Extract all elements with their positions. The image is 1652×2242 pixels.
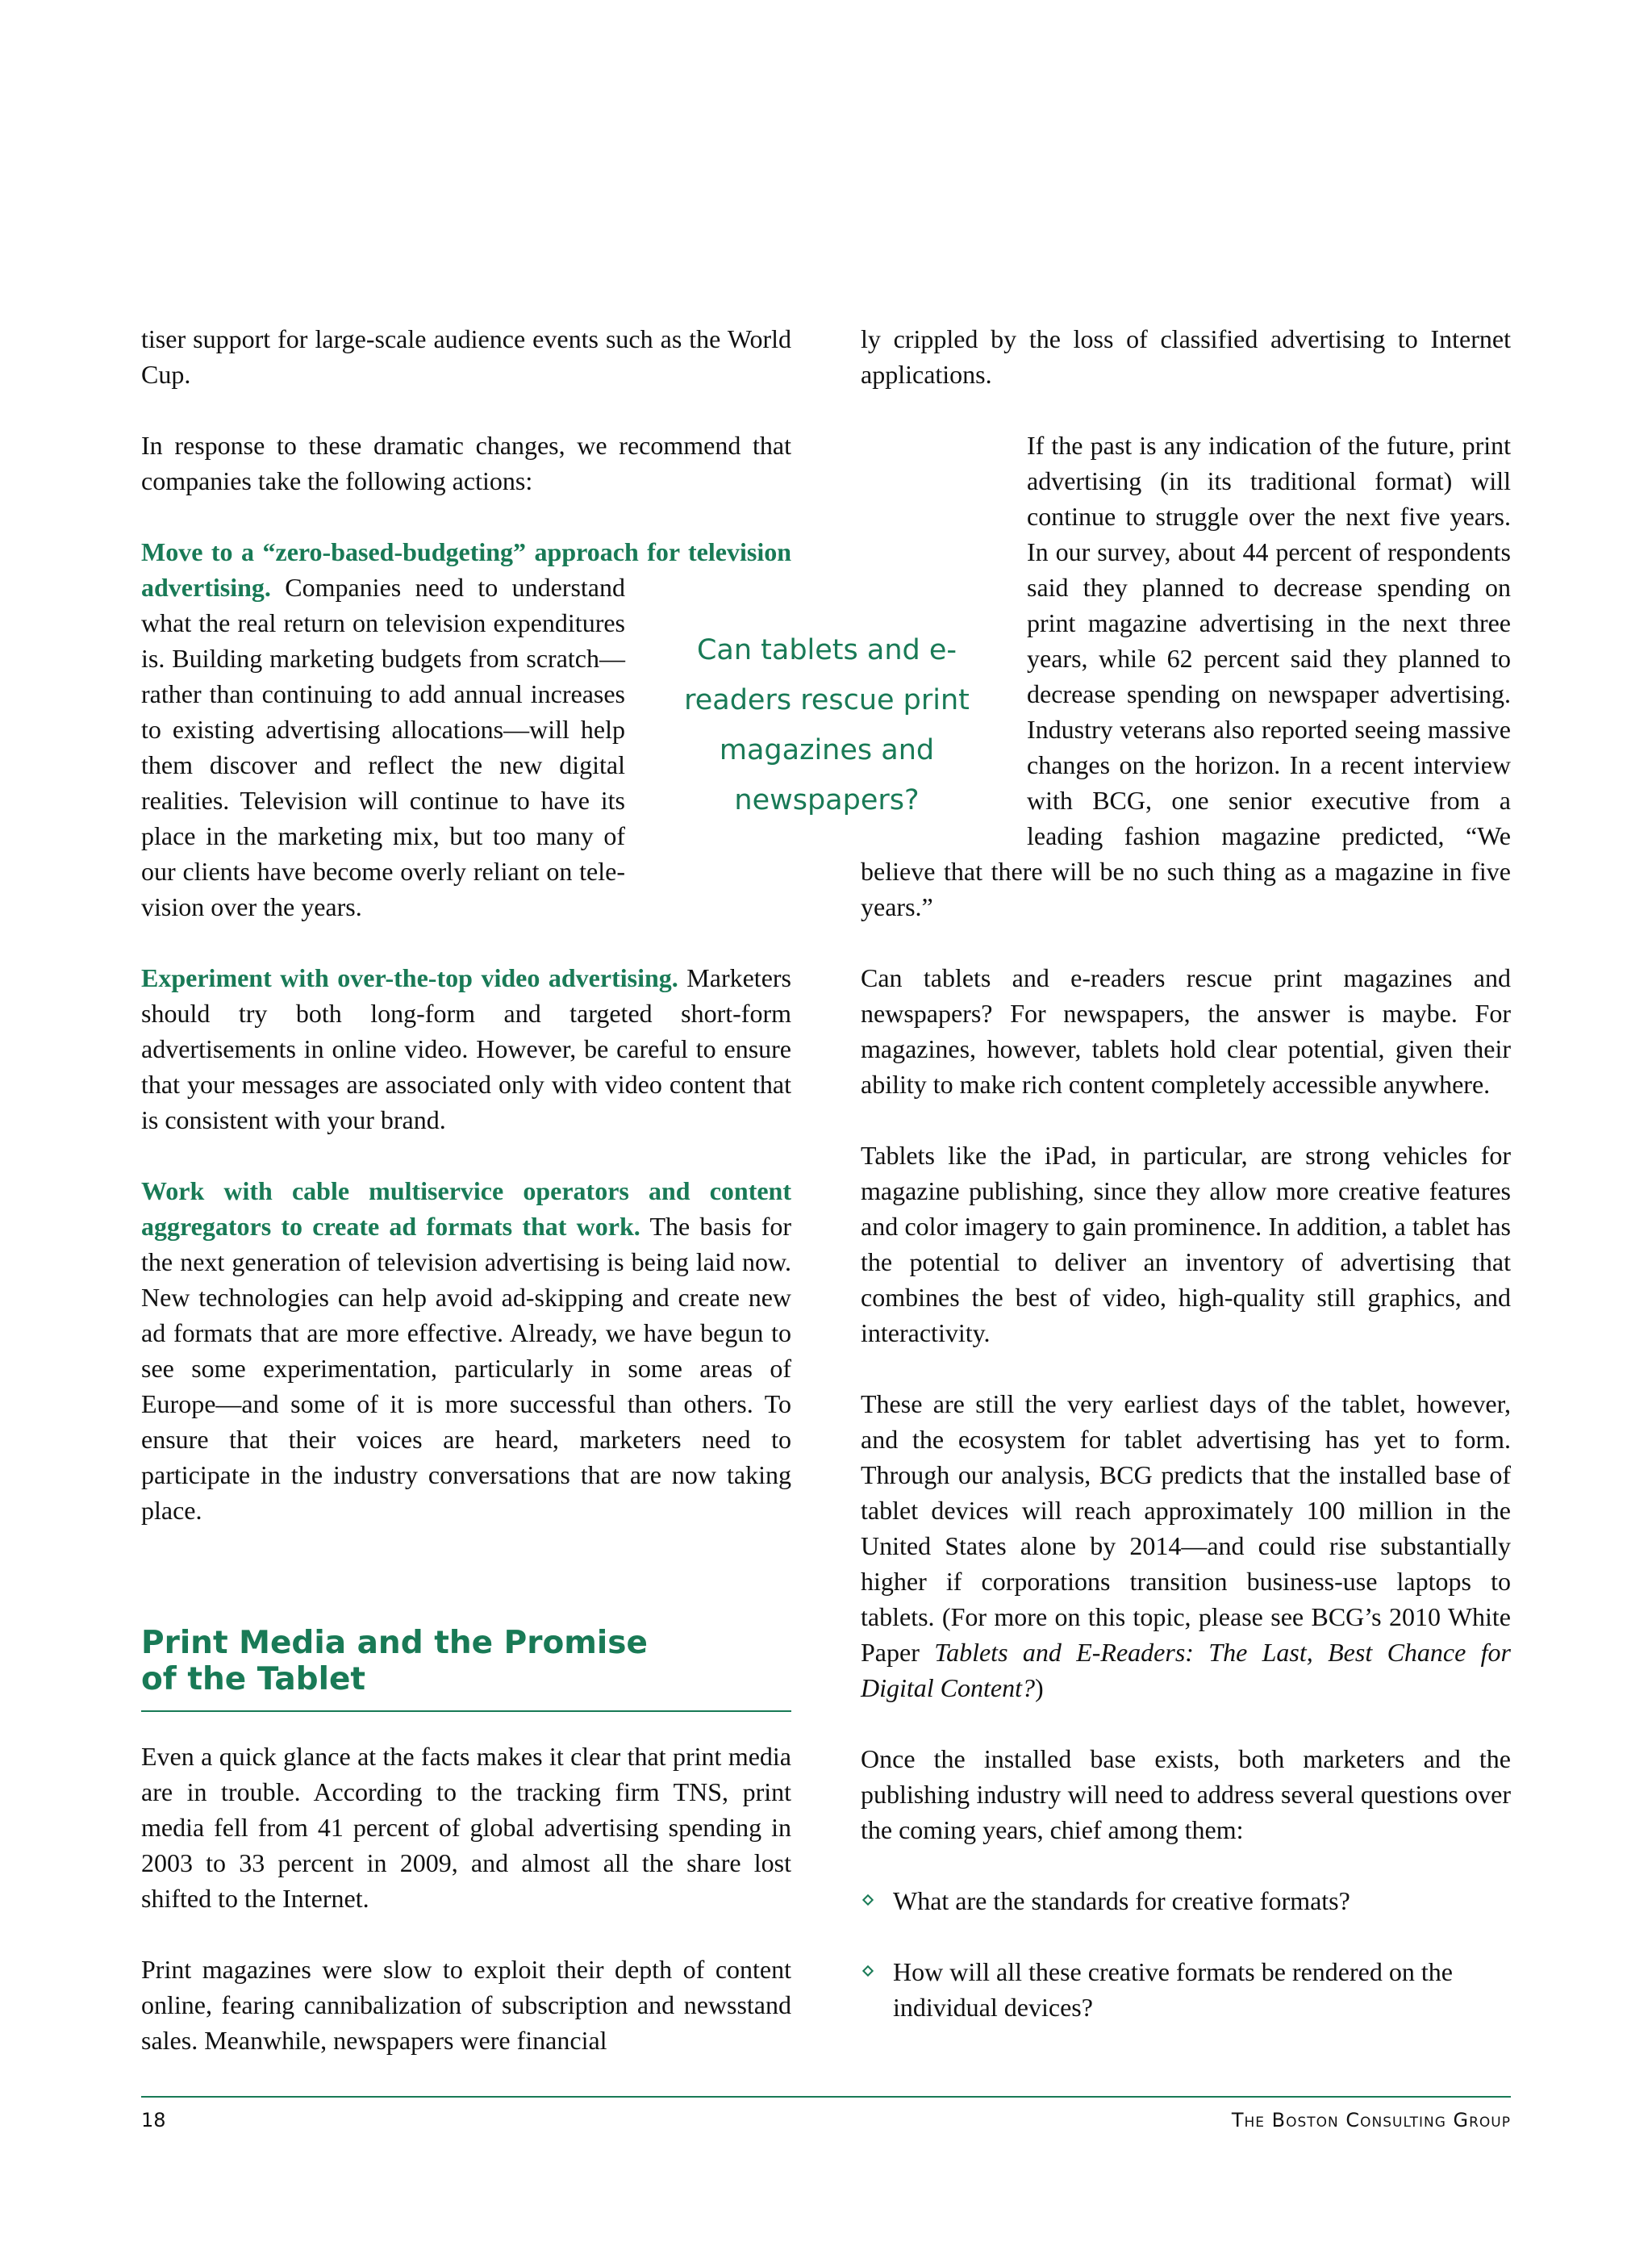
list-item [861,1883,1511,1918]
right-paragraph-6: Once the installed base exists, both marketers and the publishing industry will need to address several questions over the coming years, chief among them: [861,1744,1511,1844]
left-paragraph-5 [141,1173,791,1528]
left-column-lower [141,1739,791,2058]
question-list [861,1883,1511,2025]
left-paragraph-4 [141,960,791,1138]
right-paragraph-1: ly crippled by the loss of classified advertising to Internet applications. [861,324,1511,389]
left-paragraph-5-body: The basis for the next generation of television advertising is being laid now. New technologies can help avoid ad-skipping and create new ad formats that are more effective. Already, we have begun to see some experimentation, particularly in some areas of Europe—and some of it is more successful than others. To ensure that their voices are heard, marketers need to participate in the industry conversations that are now taking place. [141,1212,792,1525]
list-item-text: What are the standards for creative formats? [893,1886,1350,1915]
white-paper-title: Tablets and E-Readers: The Last, Best Chance for Digital Content? [861,1638,1512,1702]
right-paragraph-3: Can tablets and e-readers rescue print magazines and newspapers? For newspapers, the answer is maybe. For magazines, however, tablets hold clear potential, given their ability to make rich content completely accessible anywhere. [861,963,1511,1099]
list-item [861,1954,1511,2025]
right-column [861,321,1511,2025]
diamond-bullet-icon [862,1894,874,1906]
left-paragraph-5-lead: Work with cable multiservice operators and content aggregators to create ad formats that work. [141,1176,791,1241]
left-paragraph-4-body: Marketers should try both long-form and targeted short-form advertisements in online video. However, be careful to ensure that your messages are associated only with video content that is consistent with your brand. [141,963,791,1134]
list-item-text: How will all these creative formats be rendered on the individual devices? [893,1957,1453,2022]
left-paragraph-3-lead: Move to a “zero-based-budgeting” approach for television advertising. [141,537,791,602]
section-paragraph-1: Even a quick glance at the facts makes it clear that print media are in trouble. According to the tracking firm TNS, print media fell from 41 percent of global advertising spending in 2003 to 33 percent in 2009, and almost all the share lost shifted to the Internet. [141,1742,791,1913]
left-paragraph-3-body: Companies need to understand what the real return on television expenditures is. Building marketing budgets from scratch—rather than continuing to add annual increases to existing advertising allocations—will help them discover and reflect the new digital realities. Television will continue to have its place in the marketing mix, but too many of our clients have become overly reliant on television over the years. [141,573,625,921]
left-paragraph-1: tiser support for large-scale audience events such as the World Cup. [141,324,791,389]
right-paragraph-5 [861,1386,1511,1706]
left-paragraph-2: In response to these dramatic changes, we recommend that companies take the following actions: [141,431,791,495]
pull-quote: Can tablets and e-readers rescue print magazines and newspapers? [684,634,970,816]
diamond-bullet-icon [862,1965,874,1977]
left-column [141,321,791,1564]
section-heading-line-2: of the Tablet [141,1661,366,1697]
footer-rule [141,2096,1511,2098]
right-paragraph-5-end: ) [1035,1673,1044,1702]
section-heading-line-1: Print Media and the Promise [141,1625,648,1661]
right-paragraph-5-text: These are still the very earliest days of the tablet, however, and the ecosystem for tablet advertising has yet to form. Through our analysis, BCG predicts that the installed base of tablet devices will reach approximately 100 million in the United States alone by 2014—and could rise substantially higher if corporations transition business-use laptops to tablets. (For more on this topic, please see BCG’s 2010 White Paper [861,1389,1511,1667]
right-paragraph-2 [861,428,1511,925]
section-heading [141,1625,791,1712]
left-paragraph-4-lead: Experiment with over-the-top video advertising. [141,963,678,992]
section-paragraph-2: Print magazines were slow to exploit their depth of content online, fearing cannibalization of subscription and newsstand sales. Meanwhile, newspapers were financial [141,1955,791,2055]
right-paragraph-4: Tablets like the iPad, in particular, are strong vehicles for magazine publishing, since they allow more creative features and color imagery to gain prominence. In addition, a tablet has the potential to deliver an inventory of advertising that combines the best of video, high-quality still graphics, and interactivity. [861,1141,1511,1347]
footer-brand: The Boston Consulting Group [1231,2109,1511,2131]
right-paragraph-2-text: If the past is any indication of the future, print advertising (in its traditional format) will continue to struggle over the next five years. In our survey, about 44 percent of respondents said they planned to decrease spending on print magazine advertising in the next three years, while 62 percent said they planned to decrease spending on newspaper advertising. Industry veterans also reported seeing massive changes on the horizon. In a recent interview with BCG, one senior executive from a leading fashion magazine predicted, “We believe that there will be no such thing as a magazine in five years.” [861,431,1511,921]
page-number: 18 [141,2109,166,2131]
